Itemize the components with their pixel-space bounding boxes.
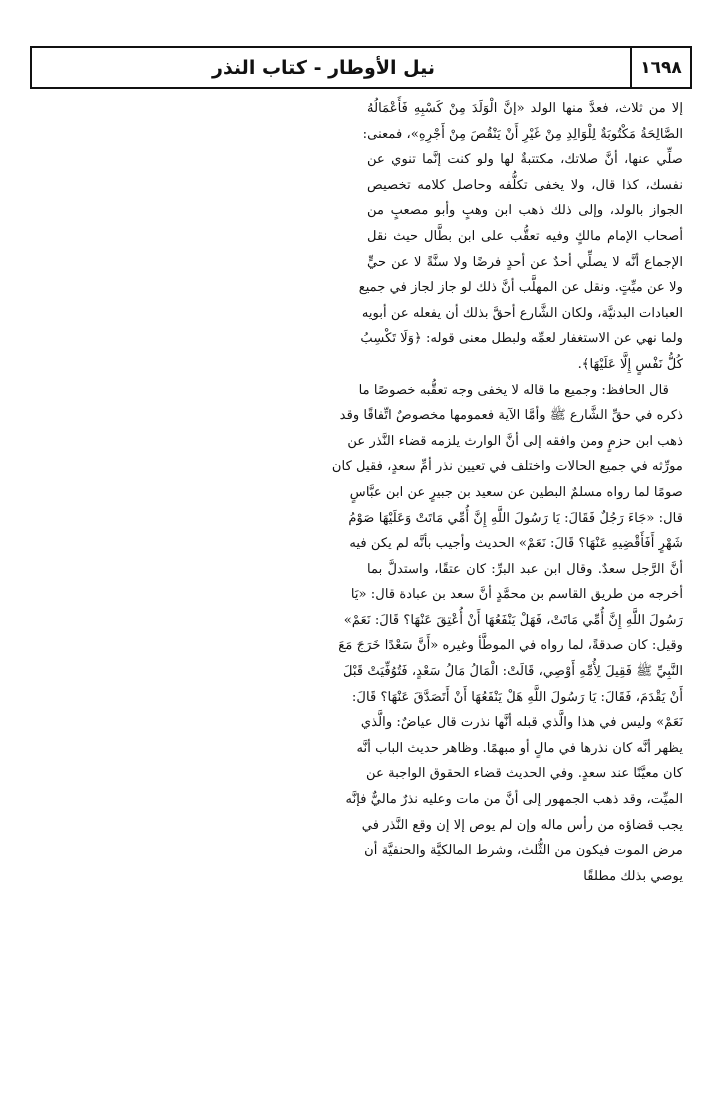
text-line: ذهب ابن حزمٍ ومن وافقه إلى أنَّ الوارث يلزمه قضاء النَّذر عن (347, 433, 683, 449)
text-line: أنَّ الرَّجل سعدٌ. وقال ابن عبد البرِّ: كان عتقًا، واستدلَّ بما (367, 561, 683, 577)
text-line: شَهْرٍ أَفَأَقْضِيهِ عَنْهَا؟ قَالَ: نَعَمْ» الحديث وأجيب بأنَّه لم يكن فيه (349, 536, 683, 552)
text-line: مرض الموت فيكون من الثُّلث، وشرط المالكيَّة والحنفيَّة أن (364, 843, 683, 859)
text-line: ذكره في حقِّ الشَّارع ﷺ وأمَّا الآية فعمومها مخصوصٌ اتِّفاقًا وقد (339, 408, 683, 424)
body-text (331, 96, 683, 889)
text-line: رَسُولَ اللَّهِ إِنَّ أُمِّي مَاتَتْ، فَهَلْ يَنْفَعُهَا أَنْ أُعْتِقَ عَنْهَا؟ قَالَ: نَعَمْ» (343, 612, 683, 628)
text-line: النَّبِيِّ ﷺ فَقِيلَ لِأُمِّهِ أَوْصِي، قَالَتْ: الْمَالُ مَالُ سَعْدٍ، فَتُوُفِّيَتْ قَبْلَ (342, 664, 683, 680)
text-line: يوصي بذلك مطلقًا (583, 868, 683, 884)
page-number: ١٦٩٨ (630, 48, 690, 87)
text-line: يظهر أنَّه كان نذرها في مالٍ أو مبهمًا. وظاهر حديث الباب أنَّه (356, 740, 683, 756)
text-line: قال: «جَاءَ رَجُلٌ فَقَالَ: يَا رَسُولَ اللَّهِ إِنَّ أُمِّي مَاتَتْ وَعَلَيْهَا صَوْمُ (348, 510, 683, 526)
text-line: نَعَمْ» وليس في هذا والَّذي قبله أنَّها نذرت قال عياضٌ: والَّذي (360, 715, 683, 731)
text-line: الصَّالِحَةُ مَكْتُوبَةٌ لِلْوَالِدِ مِنْ غَيْرِ أَنْ يَنْقُصَ مِنْ أَجْرِهِ»، فمعنى: (362, 126, 683, 142)
text-line: نفسك، كذا قال، ولا يخفى تكلُّفه وحاصل كلامه تخصيص (367, 177, 683, 193)
text-line: العبادات البدنيَّة، ولكان الشَّارع أحقَّ بذلك أن يفعله عن أبويه (361, 305, 683, 321)
text-line: ولما نهي عن الاستغفار لعمِّه ولبطل معنى قوله: ﴿وَلَا تَكْسِبُ (360, 331, 683, 347)
text-line: أخرجه من طريق القاسم بن محمَّدٍ أنَّ سعد بن عبادة قال: «يَا (350, 587, 683, 603)
text-line: الميِّت، وقد ذهب الجمهور إلى أنَّ من مات وعليه نذرٌ ماليٌّ فإنَّه (345, 792, 683, 808)
text-line: كُلُّ نَفْسٍ إِلَّا عَلَيْهَا﴾. (577, 356, 683, 372)
text-line: مورِّثه في جميع الحالات واختلف في تعيين نذر أمِّ سعدٍ، فقيل كان (331, 459, 683, 475)
text-line: صومًا لما رواه مسلمٌ البطين عن سعيد بن جبيرٍ عن ابن عبَّاسٍ (349, 484, 683, 500)
text-line: صلِّي عنها، أنَّ صلاتك، مكتتبةٌ لها ولو كنت إنَّما تنوي عن (367, 152, 683, 168)
text-line: أصحاب الإمام مالكٍ وفيه تعقُّب على ابن بطَّال حيث نقل (367, 228, 683, 244)
text-line: الإجماع أنَّه لا يصلِّي أحدٌ عن أحدٍ فرضًا ولا سنَّةً لا عن حيٍّ (367, 254, 683, 270)
text-line: يجب قضاؤه من رأس ماله وإن لم يوص إلا إن وقع النَّذر في (361, 817, 683, 833)
text-line: إلا من ثلاث، فعدَّ منها الولد «إنَّ الْوَلَدَ مِنْ كَسْبِهِ فَأَعْمَالُهُ (367, 101, 683, 116)
page-header (30, 46, 692, 89)
text-line: وقيل: كان صدقةً، لما رواه في الموطَّأ وغيره «أَنَّ سَعْدًا خَرَجَ مَعَ (338, 638, 683, 654)
text-line: ولا عن ميِّتٍ. ونقل عن المهلَّب أنَّ ذلك لو جاز لجاز في جميع (358, 280, 683, 296)
text-line: الجواز بالولد، وإلى ذلك ذهب ابن وهبٍ وأبو مصعبٍ من (367, 203, 683, 219)
text-line: كان معيَّنًا عند سعدٍ. وفي الحديث قضاء الحقوق الواجبة عن (366, 766, 683, 782)
running-title: نيل الأوطار - كتاب النذر (212, 56, 435, 79)
text-line: قال الحافظ: وجميع ما قاله لا يخفى وجه تعقُّبه خصوصًا ما (358, 382, 669, 398)
text-line: أَنْ يَقْدَمَ، فَقَالَ: يَا رَسُولَ اللَّهِ هَلْ يَنْفَعُهَا أَنْ أَتَصَدَّقَ عَنْهَا؟ قَالَ: (351, 689, 683, 705)
